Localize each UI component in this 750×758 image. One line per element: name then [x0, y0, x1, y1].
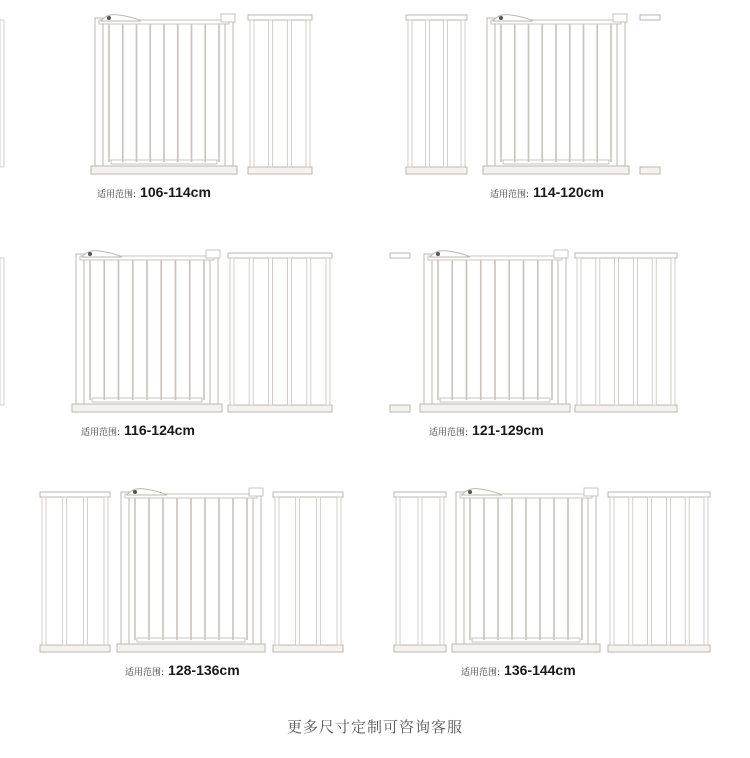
extension-bottom-rail [273, 645, 343, 652]
gate-right-post [225, 18, 233, 168]
range-value: 116-124cm [124, 422, 195, 438]
extension-bar [268, 258, 272, 405]
gate-latch [82, 251, 122, 257]
extension-top-rail [406, 15, 467, 20]
extension-panel [228, 253, 332, 412]
size-caption-5 [125, 662, 240, 678]
range-value: 128-136cm [168, 662, 240, 678]
extension-bottom-rail [640, 167, 660, 174]
range-value: 136-144cm [504, 662, 576, 678]
extension-bottom-rail [575, 405, 677, 412]
extension-bar [685, 497, 689, 645]
size-caption-4 [429, 422, 544, 438]
extension-bar [396, 497, 400, 645]
extension-panel [575, 253, 677, 412]
extension-bar [418, 497, 422, 645]
latch-button [133, 490, 137, 494]
extension-top-rail [575, 253, 677, 258]
extension-bottom-rail [228, 405, 332, 412]
extension-bar [42, 497, 46, 645]
gate-base [117, 644, 265, 652]
extension-top-rail [40, 492, 110, 497]
extension-panel [394, 492, 446, 652]
extension-top-rail [248, 15, 312, 20]
gate-hinge-bracket [206, 250, 220, 258]
extension-bar [269, 20, 273, 167]
gate-latch [430, 251, 470, 257]
gate-right-post [558, 254, 566, 406]
gate-panel [420, 250, 570, 412]
extension-bar [610, 497, 614, 645]
gate-left-post [121, 492, 129, 646]
extension-top-rail [390, 253, 410, 258]
latch-button [107, 16, 111, 20]
gate-panel [452, 488, 600, 652]
extension-bar [230, 258, 234, 405]
size-caption-2 [490, 184, 604, 200]
extension-bottom-rail [390, 405, 410, 412]
extension-bar [250, 20, 254, 167]
gate-latch [127, 489, 167, 495]
custom-size-note: 更多尺寸定制可咨询客服 [286, 718, 463, 736]
extension-bar [287, 20, 291, 167]
gate-latch [493, 15, 533, 21]
extension-bar [671, 258, 675, 405]
latch-button [436, 252, 440, 256]
gate-right-post [588, 492, 596, 646]
extension-bottom-rail [40, 645, 110, 652]
extension-bar [443, 20, 447, 167]
extension-bar [408, 20, 412, 167]
extension-bar [63, 497, 67, 645]
range-label: 适用范围: [81, 428, 121, 438]
range-label: 适用范围: [490, 190, 530, 200]
extension-bar [440, 497, 444, 645]
gate-left-post [424, 254, 432, 406]
size-caption-1 [97, 184, 211, 200]
gate-hinge-bracket [221, 14, 235, 22]
range-label: 适用范围: [429, 428, 469, 438]
gate-left-post [95, 18, 103, 168]
gate-right-post [617, 18, 625, 168]
extension-bottom-rail [608, 645, 710, 652]
extension-bar [577, 258, 581, 405]
extension-bar [337, 497, 341, 645]
extension-bar [249, 258, 253, 405]
extension-bar [316, 497, 320, 645]
gate-base [452, 644, 600, 652]
gate-base [72, 404, 222, 412]
gate-left-post [76, 254, 84, 406]
extension-panel [406, 15, 467, 174]
extension-top-rail [394, 492, 446, 497]
gate-panel [91, 14, 237, 174]
gate-panel [72, 250, 222, 412]
extension-bar [296, 497, 300, 645]
range-label: 适用范围: [97, 190, 137, 200]
extension-bar [288, 258, 292, 405]
range-value: 114-120cm [533, 184, 604, 200]
range-label: 适用范围: [125, 668, 165, 678]
range-value: 106-114cm [140, 184, 211, 200]
extension-bar [596, 258, 600, 405]
latch-button [499, 16, 503, 20]
extension-bar [275, 497, 279, 645]
extension-bar [0, 258, 4, 405]
extension-bottom-rail [406, 167, 467, 174]
gate-panel [483, 14, 629, 174]
gate-hinge-bracket [584, 488, 598, 496]
extension-bar [326, 258, 330, 405]
gate-latch [462, 489, 502, 495]
range-label: 适用范围: [461, 668, 501, 678]
extension-bar [0, 20, 4, 167]
gate-left-post [456, 492, 464, 646]
gate-panel [117, 488, 265, 652]
extension-top-rail [608, 492, 710, 497]
gate-right-post [210, 254, 218, 406]
extension-bar [648, 497, 652, 645]
gate-hinge-bracket [249, 488, 263, 496]
extension-bar [83, 497, 87, 645]
extension-panel [608, 492, 710, 652]
extension-bar [426, 20, 430, 167]
extension-bar [615, 258, 619, 405]
range-value: 121-129cm [472, 422, 544, 438]
extension-panel [0, 253, 410, 412]
gate-hinge-bracket [613, 14, 627, 22]
gate-hinge-bracket [554, 250, 568, 258]
gate-right-post [253, 492, 261, 646]
latch-button [88, 252, 92, 256]
gate-base [483, 166, 629, 174]
gate-left-post [487, 18, 495, 168]
extension-panel [248, 15, 312, 174]
extension-bar [306, 20, 310, 167]
gate-base [420, 404, 570, 412]
gate-base [91, 166, 237, 174]
extension-top-rail [640, 15, 660, 20]
extension-bar [704, 497, 708, 645]
extension-bar [629, 497, 633, 645]
extension-bottom-rail [394, 645, 446, 652]
size-caption-3 [81, 422, 195, 438]
extension-top-rail [273, 492, 343, 497]
size-caption-6 [461, 662, 576, 678]
extension-bar [666, 497, 670, 645]
extension-bar [633, 258, 637, 405]
latch-button [468, 490, 472, 494]
gate-latch [101, 15, 141, 21]
extension-panel [273, 492, 343, 652]
extension-bar [307, 258, 311, 405]
extension-panel [40, 492, 110, 652]
extension-bottom-rail [248, 167, 312, 174]
extension-bar [652, 258, 656, 405]
extension-bar [461, 20, 465, 167]
extension-top-rail [228, 253, 332, 258]
extension-bar [104, 497, 108, 645]
